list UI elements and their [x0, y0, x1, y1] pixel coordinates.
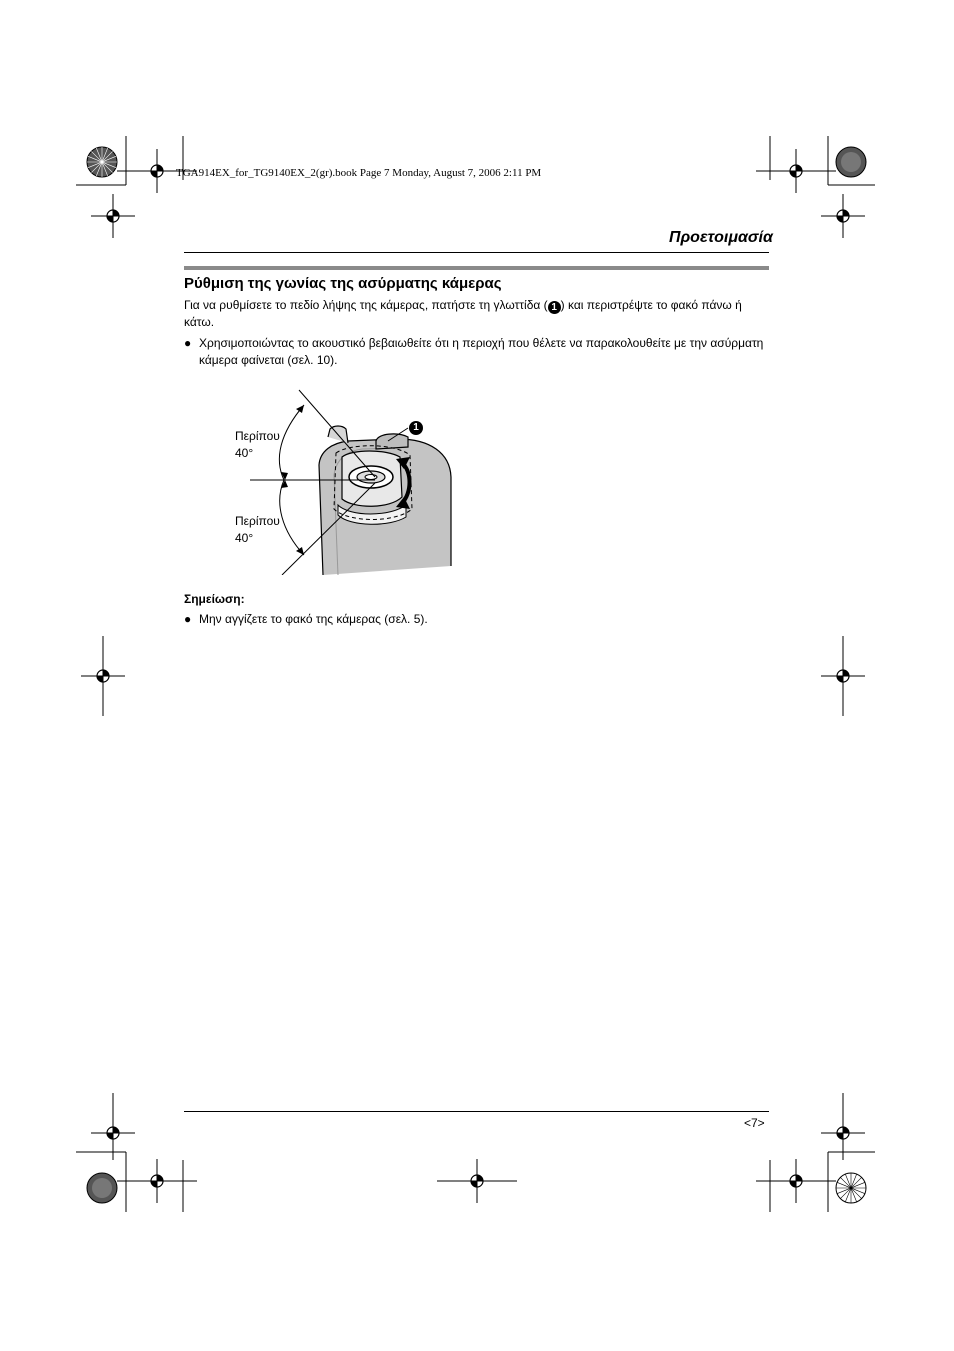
bullet-icon: ●	[184, 612, 192, 626]
tab-number-badge: 1	[548, 301, 561, 314]
intro-text-after: ) και περιστρέψτε το φακό πάνω ή κάτω.	[184, 298, 742, 329]
bullet-text: Χρησιμοποιώντας το ακουστικό βεβαιωθείτε ότι η περιοχή που θέλετε να παρακολουθείτε με την ασύρματη κάμερα φαίνεται (σελ. 10).	[199, 336, 764, 367]
footer-rule	[184, 1111, 769, 1112]
camera-angle-figure	[230, 385, 480, 575]
lower-angle-label-line2: 40°	[235, 531, 254, 545]
upper-angle-label-line2: 40°	[235, 446, 254, 460]
intro-text-before: Για να ρυθμίσετε το πεδίο λήψης της κάμερας, πατήστε τη γλωττίδα (	[184, 298, 548, 312]
upper-angle-label-line1: Περίπου	[235, 429, 280, 443]
figure-callout-badge: 1	[409, 421, 423, 435]
book-file-info: TGA914EX_for_TG9140EX_2(gr).book Page 7 Monday, August 7, 2006 2:11 PM	[176, 167, 542, 179]
note-title: Σημείωση:	[184, 592, 245, 606]
list-item	[184, 335, 769, 369]
bullet-icon: ●	[184, 336, 192, 350]
section-title: Προετοιμασία	[669, 229, 773, 246]
note-bullet-text: Μην αγγίζετε το φακό της κάμερας (σελ. 5).	[199, 612, 428, 626]
list-item	[184, 611, 769, 628]
lower-angle-label-line1: Περίπου	[235, 514, 280, 528]
page-number: <7>	[744, 1116, 765, 1130]
header-rule	[184, 252, 769, 253]
page-heading: Ρύθμιση της γωνίας της ασύρματης κάμερας	[184, 275, 502, 292]
heading-grey-bar	[184, 266, 769, 270]
intro-paragraph	[184, 297, 769, 331]
